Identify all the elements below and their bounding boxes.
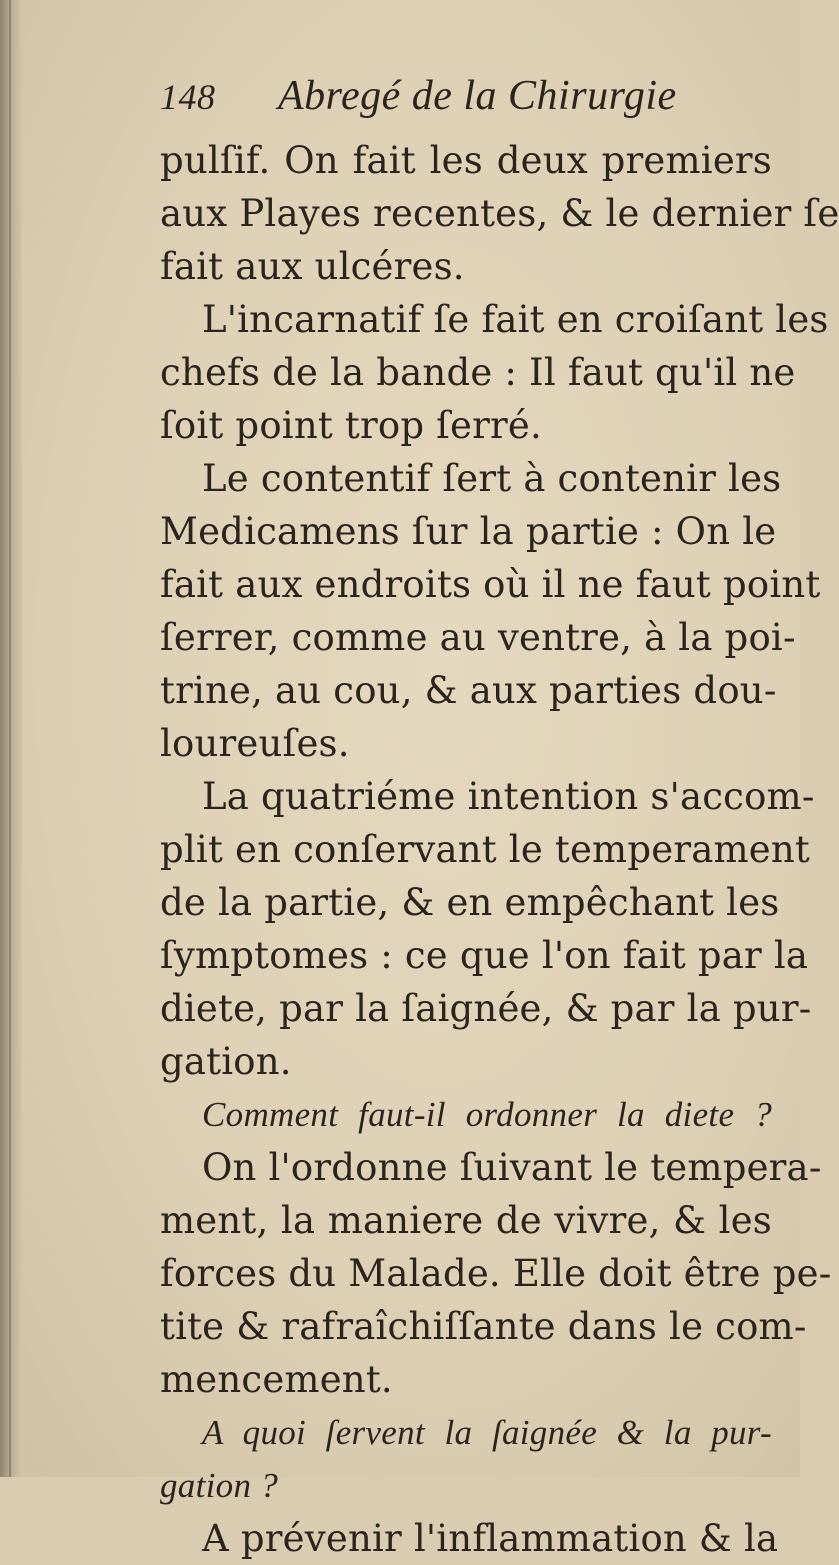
- text-line: fait aux ulcéres.: [160, 245, 465, 288]
- text-line: loureuſes.: [160, 722, 350, 765]
- text-block: [160, 72, 839, 1565]
- running-title: Abregé de la Chirurgie: [278, 73, 677, 119]
- text-line: diete, par la ſaignée, & par la pur-: [160, 987, 812, 1030]
- text-line: A prévenir l'inflammation & la: [202, 1517, 779, 1560]
- text-line: On l'ordonne ſuivant le tempera-: [202, 1146, 822, 1189]
- text-line: L'incarnatif ſe fait en croiſant les: [202, 298, 829, 341]
- text-line: de la partie, & en empêchant les: [160, 881, 780, 924]
- binding-gutter: [0, 0, 22, 1477]
- text-line: ſoit point trop ſerré.: [160, 404, 542, 447]
- text-line: aux Playes recentes, & le dernier ſe: [160, 192, 839, 235]
- text-line: ſymptomes : ce que l'on fait par la: [160, 934, 809, 977]
- text-line: tite & rafraîchiſſante dans le com-: [160, 1305, 807, 1348]
- text-line: trine, au cou, & aux parties dou-: [160, 669, 777, 712]
- text-line: forces du Malade. Elle doit être pe-: [160, 1252, 832, 1295]
- text-line: Medicamens ſur la partie : On le: [160, 510, 777, 553]
- question-heading: gation ?: [160, 1466, 279, 1505]
- question-heading: A quoi ſervent la ſaignée & la pur-: [202, 1413, 772, 1452]
- question-heading: Comment faut-il ordonner la diete ?: [202, 1095, 772, 1134]
- text-line: ſerrer, comme au ventre, à la poi-: [160, 616, 796, 659]
- text-line: fait aux endroits où il ne faut point: [160, 563, 821, 606]
- text-line: plit en conſervant le temperament: [160, 828, 810, 871]
- text-line: pulſif. On fait les deux premiers: [160, 139, 772, 182]
- gutter-line: [9, 0, 11, 1477]
- page-number: 148: [160, 77, 216, 117]
- text-line: chefs de la bande : Il faut qu'il ne: [160, 351, 796, 394]
- text-line: Le contentif ſert à contenir les: [202, 457, 782, 500]
- text-line: mencement.: [160, 1358, 393, 1401]
- text-line: ment, la maniere de vivre, & les: [160, 1199, 772, 1242]
- text-line: La quatriéme intention s'accom-: [202, 775, 815, 818]
- page-header: [160, 72, 772, 134]
- text-line: gation.: [160, 1040, 292, 1083]
